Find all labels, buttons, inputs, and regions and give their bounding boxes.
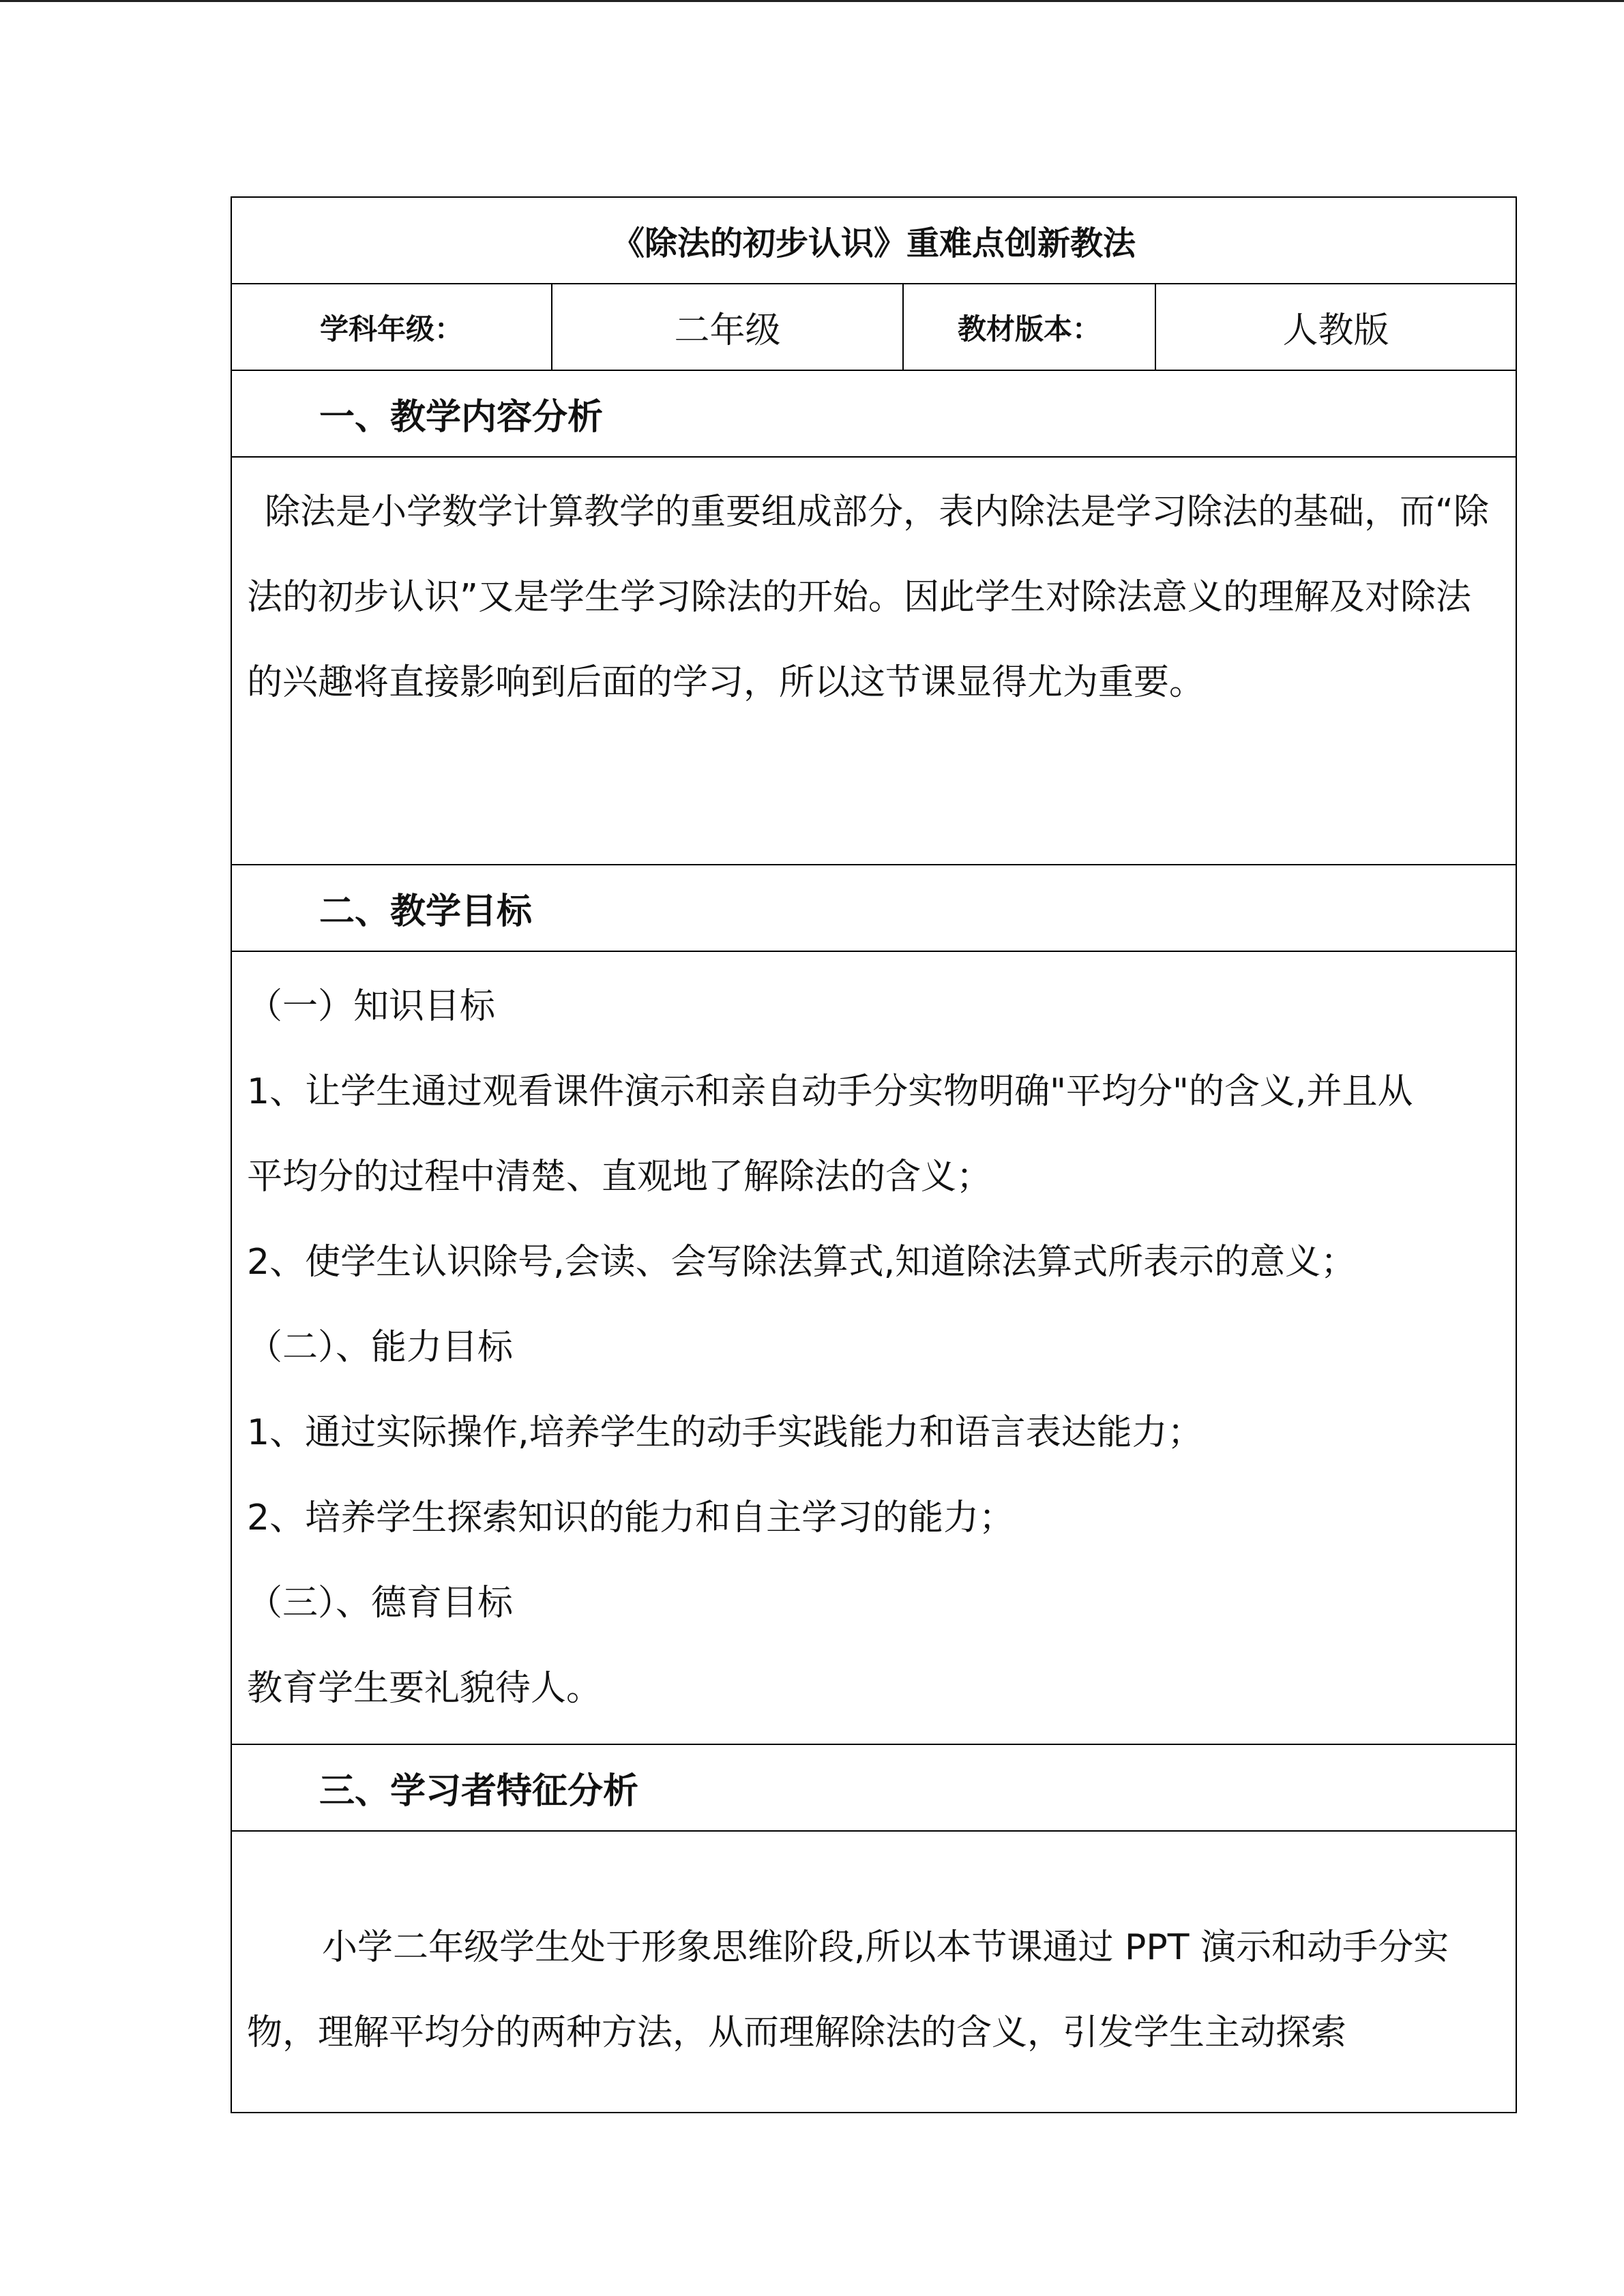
section3-heading-row (231, 1744, 1516, 1831)
document-title: 《除法的初步认识》重难点创新教法 (231, 197, 1516, 284)
section1-heading: 一、教学内容分析 (231, 370, 1516, 457)
section1-paragraph: 除法是小学数学计算教学的重要组成部分，表内除法是学习除法的基础，而“除法的初步认识”又是学生学习除法的开始。因此学生对除法意义的理解及对除法的兴趣将直接影响到后面的学习，所以这节课显得尤为重要。 (247, 492, 1489, 703)
objective-line: 教育学生要礼貌待人。 (247, 1668, 602, 1709)
objective-line: （一）知识目标 (247, 986, 496, 1027)
objective-line: 2、培养学生探索知识的能力和自主学习的能力； (247, 1497, 1015, 1538)
page-top-border (0, 0, 1624, 2)
section1-heading-row (231, 370, 1516, 457)
textbook-edition-value: 人教版 (1155, 284, 1516, 370)
textbook-edition-label: 教材版本： (903, 284, 1155, 370)
section2-body (231, 951, 1516, 1744)
section3-body-row (231, 1831, 1516, 2113)
title-row (231, 197, 1516, 284)
section2-heading: 二、教学目标 (231, 865, 1516, 951)
objective-line: 1、让学生通过观看课件演示和亲自动手分实物明确"平均分"的含义,并且从 (247, 1071, 1413, 1112)
section2-body-row (231, 951, 1516, 1744)
objective-line: 1、通过实际操作,培养学生的动手实践能力和语言表达能力； (247, 1412, 1203, 1453)
objective-line: （三）、德育目标 (247, 1583, 514, 1624)
section3-spacer (247, 1844, 1503, 1905)
lesson-plan-table (231, 196, 1517, 2113)
section2-heading-row (231, 865, 1516, 951)
section3-heading: 三、学习者特征分析 (231, 1744, 1516, 1831)
section3-body (231, 1831, 1516, 2113)
objective-line: 平均分的过程中清楚、直观地了解除法的含义； (247, 1157, 992, 1197)
section1-body-row (231, 457, 1516, 865)
section1-body (231, 457, 1516, 865)
meta-row (231, 284, 1516, 370)
subject-grade-label: 学科年级： (231, 284, 552, 370)
section3-paragraph: 小学二年级学生处于形象思维阶段,所以本节课通过 PPT 演示和动手分实物，理解平均分的两种方法，从而理解除法的含义，引发学生主动探索 (247, 1927, 1449, 2053)
objective-line: （二）、能力目标 (247, 1327, 514, 1368)
objective-line: 2、使学生认识除号,会读、会写除法算式,知道除法算式所表示的意义； (247, 1242, 1357, 1283)
subject-grade-value: 二年级 (552, 284, 903, 370)
